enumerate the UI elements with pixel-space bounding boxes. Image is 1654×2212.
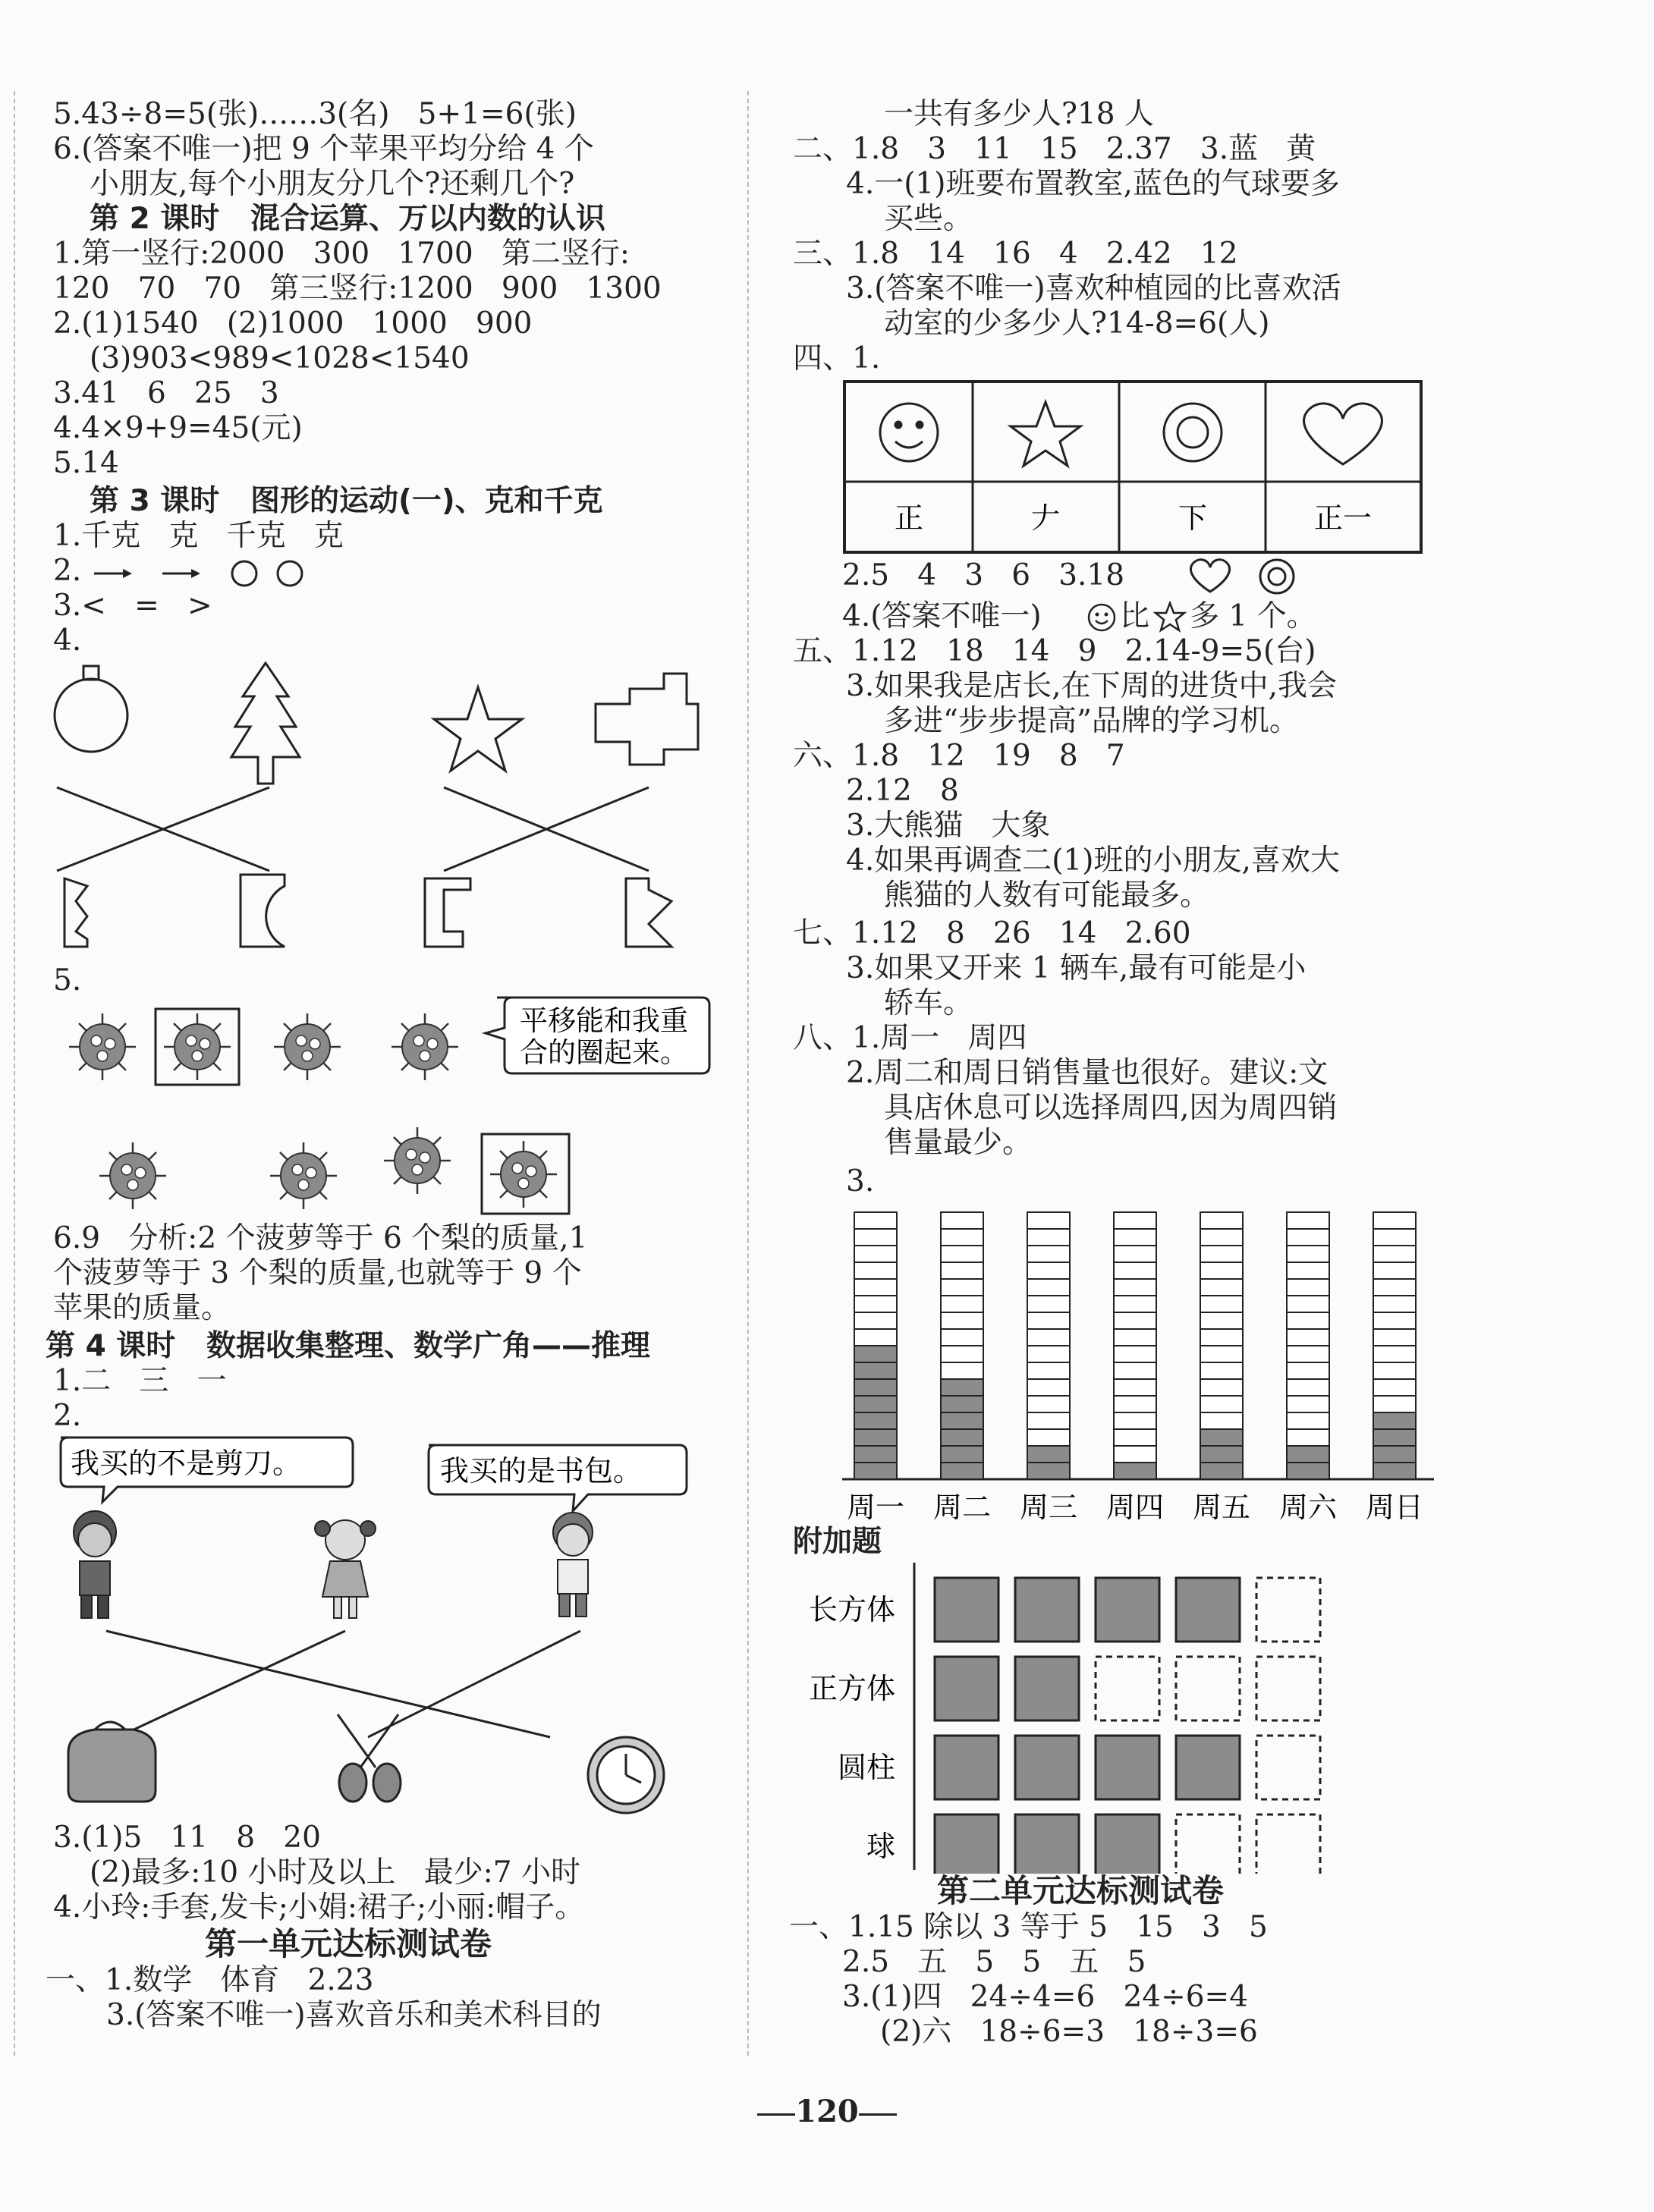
bar-cell-empty	[1373, 1346, 1416, 1362]
text-line: 多 1 个。	[1190, 599, 1316, 633]
grid-cell-filled	[1176, 1578, 1240, 1642]
bar-cell-empty	[1114, 1279, 1156, 1296]
text-line: 2.周二和周日销售量也很好。建议:文	[846, 1056, 1329, 1090]
tally-mark: 𠂇	[1030, 501, 1061, 535]
row-label: 长方体	[808, 1593, 895, 1626]
text-line: 2.(1)1540 (2)1000 1000 900	[53, 306, 533, 341]
bar-cell-filled	[1373, 1446, 1416, 1463]
text-line: 轿车。	[884, 986, 973, 1020]
bar-cell-filled	[854, 1463, 897, 1479]
grid-cell-filled	[1096, 1578, 1159, 1642]
text-line: 五、1.12 18 14 9 2.14-9=5(台)	[793, 634, 1316, 668]
text-line: 2.	[53, 1399, 82, 1433]
germ-icon	[270, 1142, 337, 1209]
text-line: 4.(答案不唯一)	[842, 599, 1042, 633]
bar-cell-empty	[1200, 1262, 1243, 1279]
bar-cell-empty	[1287, 1329, 1329, 1346]
smiley-icon	[880, 404, 938, 461]
x-tick-label: 周六	[1278, 1491, 1338, 1524]
row-label: 正方体	[808, 1672, 895, 1705]
text-line: 3.如果又开来 1 辆车,最有可能是小	[846, 951, 1307, 985]
bar-cell-filled	[941, 1446, 983, 1463]
text-line: 一、1.数学 体育 2.23	[46, 1963, 374, 1997]
boy-avatar	[74, 1511, 116, 1618]
grid-cell-filled	[1015, 1736, 1079, 1799]
bar-cell-empty	[1027, 1429, 1070, 1446]
bar-cell-empty	[854, 1262, 897, 1279]
bar-cell-empty	[1287, 1379, 1329, 1396]
bar-cell-empty	[1027, 1396, 1070, 1412]
bar-cell-empty	[1114, 1329, 1156, 1346]
girl-avatar	[315, 1520, 376, 1618]
grid-cell-filled	[935, 1736, 998, 1799]
bar-周二	[941, 1212, 983, 1479]
bar-cell-empty	[1200, 1212, 1243, 1229]
grid-cell-empty	[1176, 1815, 1240, 1874]
bar-cell-filled	[941, 1463, 983, 1479]
bar-周六	[1287, 1212, 1329, 1479]
text-line: 6.(答案不唯一)把 9 个苹果平均分给 4 个	[53, 132, 594, 166]
germ-icon	[69, 1013, 136, 1080]
page-number	[728, 2094, 926, 2129]
bar-cell-empty	[1114, 1262, 1156, 1279]
bar-cell-filled	[1287, 1463, 1329, 1479]
bar-cell-empty	[1287, 1262, 1329, 1279]
bar-cell-filled	[854, 1429, 897, 1446]
bar-cell-filled	[854, 1379, 897, 1396]
section-heading: 第 2 课时 混合运算、万以内数的认识	[90, 202, 606, 236]
bar-cell-empty	[1287, 1212, 1329, 1229]
bar-cell-empty	[1200, 1312, 1243, 1329]
unit-test-title: 第一单元达标测试卷	[205, 1925, 492, 1962]
bar-cell-empty	[1114, 1412, 1156, 1429]
bar-cell-filled	[854, 1346, 897, 1362]
bar-cell-empty	[1287, 1346, 1329, 1362]
x-tick-label: 周一	[846, 1491, 905, 1524]
text-line: 六、1.8 12 19 8 7	[793, 739, 1125, 773]
bar-cell-empty	[1114, 1379, 1156, 1396]
text-line: 2.12 8	[846, 774, 959, 808]
answer-icons	[1187, 555, 1309, 598]
text-line: 2.5 五 5 5 五 5	[842, 1945, 1146, 1979]
text-line: 个菠萝等于 3 个梨的质量,也就等于 9 个	[53, 1256, 582, 1290]
bar-cell-filled	[1287, 1446, 1329, 1463]
bar-cell-empty	[1114, 1446, 1156, 1463]
bar-cell-empty	[1373, 1329, 1416, 1346]
bar-cell-empty	[1287, 1246, 1329, 1262]
bar-cell-empty	[854, 1229, 897, 1246]
bar-cell-filled	[1200, 1429, 1243, 1446]
text-line: 4.一(1)班要布置教室,蓝色的气球要多	[846, 167, 1340, 201]
tally-table	[842, 379, 1426, 558]
grid-cell-filled	[935, 1657, 998, 1720]
boy-avatar	[553, 1513, 593, 1617]
bar-cell-empty	[854, 1279, 897, 1296]
bar-cell-empty	[1114, 1362, 1156, 1379]
bar-cell-empty	[1287, 1412, 1329, 1429]
text-line: (2)最多:10 小时及以上 最少:7 小时	[90, 1855, 580, 1890]
section-heading: 第 3 课时 图形的运动(一)、克和千克	[90, 484, 603, 518]
bar-cell-empty	[1373, 1312, 1416, 1329]
star-icon	[1153, 601, 1187, 634]
column-divider	[747, 91, 749, 2056]
text-line: 3.如果我是店长,在下周的进货中,我会	[846, 669, 1338, 703]
bar-cell-empty	[1287, 1362, 1329, 1379]
bar-cell-empty	[1027, 1346, 1070, 1362]
bubble-line: 合的圈起来。	[520, 1036, 688, 1069]
bubble-line: 平移能和我重	[520, 1004, 688, 1037]
tally-mark: 下	[1178, 501, 1208, 535]
bar-cell-empty	[1114, 1246, 1156, 1262]
text-line: 4.如果再调查二(1)班的小朋友,喜欢大	[846, 844, 1340, 878]
x-tick-label: 周四	[1105, 1491, 1165, 1524]
text-line: 4.	[53, 624, 82, 658]
grid-cell-empty	[1256, 1657, 1320, 1720]
text-line: 苹果的质量。	[53, 1291, 231, 1325]
grid-cell-filled	[1015, 1815, 1079, 1874]
bar-cell-empty	[1114, 1212, 1156, 1229]
bar-cell-empty	[1287, 1396, 1329, 1412]
text-line: 4.小玲:手套,发卡;小娟:裙子;小丽:帽子。	[53, 1890, 585, 1925]
speech-text: 我买的不是剪刀。	[71, 1447, 302, 1480]
star-shape	[434, 687, 522, 771]
x-tick-label: 周日	[1365, 1491, 1424, 1524]
bar-cell-empty	[1027, 1229, 1070, 1246]
direction-symbols	[91, 555, 319, 590]
bar-cell-empty	[1027, 1246, 1070, 1262]
symmetry-matching-figure	[49, 658, 732, 962]
bar-cell-empty	[941, 1362, 983, 1379]
bar-cell-empty	[941, 1329, 983, 1346]
text-line: 3.(答案不唯一)喜欢音乐和美术科目的	[106, 1998, 602, 2032]
bar-cell-empty	[1200, 1412, 1243, 1429]
bar-cell-empty	[1027, 1262, 1070, 1279]
text-line: 3.41 6 25 3	[53, 376, 279, 410]
grid-cell-empty	[1256, 1736, 1320, 1799]
text-line: 3.	[846, 1164, 875, 1199]
bar-cell-empty	[1373, 1262, 1416, 1279]
clock-icon	[588, 1737, 664, 1813]
tally-mark: 正一	[1313, 501, 1373, 535]
text-line: 1.千克 克 千克 克	[53, 519, 344, 553]
tally-mark: 正	[894, 501, 924, 535]
text-line: 小朋友,每个小朋友分几个?还剩几个?	[90, 167, 575, 201]
x-tick-label: 周五	[1192, 1491, 1251, 1524]
bar-cell-filled	[1200, 1446, 1243, 1463]
bar-cell-empty	[1114, 1396, 1156, 1412]
bar-cell-empty	[1027, 1379, 1070, 1396]
bar-周五	[1200, 1212, 1243, 1479]
text-line: 三、1.8 14 16 4 2.42 12	[793, 237, 1238, 271]
target-icon	[1164, 404, 1222, 461]
bar-cell-empty	[1200, 1379, 1243, 1396]
half-shapes	[64, 875, 671, 947]
bar-cell-empty	[1027, 1296, 1070, 1312]
bar-cell-filled	[1114, 1463, 1156, 1479]
bar-周三	[1027, 1212, 1070, 1479]
bar-cell-empty	[1114, 1296, 1156, 1312]
cross-shape	[596, 674, 698, 765]
matching-lines	[57, 787, 649, 871]
grid-cell-filled	[1176, 1736, 1240, 1799]
text-line: 熊猫的人数有可能最多。	[884, 878, 1210, 913]
bar-cell-empty	[1200, 1246, 1243, 1262]
unit-test-title: 第二单元达标测试卷	[937, 1872, 1225, 1909]
text-line: 多进“步步提高”品牌的学习机。	[884, 704, 1299, 738]
target-icon	[1260, 560, 1294, 593]
bar-cell-filled	[854, 1396, 897, 1412]
bar-cell-empty	[1373, 1396, 1416, 1412]
bar-cell-empty	[1373, 1246, 1416, 1262]
row-label: 球	[866, 1830, 895, 1863]
grid-cell-empty	[1256, 1815, 1320, 1874]
bar-cell-empty	[1027, 1412, 1070, 1429]
bar-cell-filled	[1027, 1463, 1070, 1479]
text-line: 5.43÷8=5(张)……3(名) 5+1=6(张)	[53, 97, 577, 131]
bar-cell-empty	[1200, 1329, 1243, 1346]
scissors-icon	[338, 1714, 401, 1802]
germ-icon	[391, 1013, 458, 1080]
ornament-shape	[55, 666, 127, 752]
bar-周日	[1373, 1212, 1416, 1479]
bar-cell-empty	[1373, 1212, 1416, 1229]
bar-cell-empty	[1200, 1396, 1243, 1412]
text-line: 1.二 三 一	[53, 1364, 227, 1398]
bar-cell-empty	[941, 1346, 983, 1362]
text-line: 5.	[53, 963, 82, 998]
bar-cell-empty	[1200, 1279, 1243, 1296]
grid-cell-filled	[1096, 1736, 1159, 1799]
bar-cell-empty	[1114, 1229, 1156, 1246]
sales-bar-chart	[835, 1191, 1442, 1532]
germ-icon	[99, 1142, 166, 1209]
bar-cell-empty	[1200, 1229, 1243, 1246]
bar-cell-empty	[941, 1312, 983, 1329]
bar-cell-empty	[854, 1312, 897, 1329]
section-heading: 第 4 课时 数据收集整理、数学广角——推理	[46, 1329, 651, 1363]
text-line: 2.5 4 3 6 3.18	[842, 558, 1125, 592]
text-line: (2)六 18÷6=3 18÷3=6	[880, 2015, 1258, 2049]
extra-question-grid	[789, 1555, 1366, 1874]
smiley-icon	[1086, 602, 1117, 633]
bar-cell-empty	[1287, 1429, 1329, 1446]
bar-cell-empty	[941, 1262, 983, 1279]
text-line: 3.< = >	[53, 589, 212, 623]
germ-icon	[490, 1141, 557, 1208]
grid-cell-empty	[1256, 1578, 1320, 1642]
bar-cell-filled	[941, 1429, 983, 1446]
text-line: 二、1.8 3 11 15 2.37 3.蓝 黄	[793, 132, 1316, 166]
bar-cell-empty	[941, 1279, 983, 1296]
bar-cell-empty	[1114, 1346, 1156, 1362]
speech-text: 我买的是书包。	[440, 1454, 643, 1488]
reasoning-figure	[49, 1426, 732, 1821]
text-line: 比	[1120, 599, 1150, 633]
grid-cell-empty	[1096, 1657, 1159, 1720]
star-icon	[1011, 402, 1080, 466]
bar-cell-filled	[941, 1379, 983, 1396]
left-margin-rule	[14, 91, 15, 2056]
bar-cell-empty	[1027, 1329, 1070, 1346]
text-line: 四、1.	[793, 341, 881, 375]
text-line: 一、1.15 除以 3 等于 5 15 3 5	[789, 1910, 1268, 1944]
bar-cell-empty	[1287, 1296, 1329, 1312]
row-label: 圆柱	[837, 1751, 895, 1784]
page-number-text: 120	[795, 2094, 859, 2129]
bar-cell-empty	[1373, 1229, 1416, 1246]
bar-cell-empty	[854, 1329, 897, 1346]
schoolbag-icon	[68, 1722, 156, 1802]
bar-cell-empty	[854, 1246, 897, 1262]
bar-cell-empty	[1027, 1362, 1070, 1379]
text-line: 3.(1)5 11 8 20	[53, 1821, 321, 1855]
text-line: 动室的少多少人?14-8=6(人)	[884, 306, 1270, 341]
bar-周四	[1114, 1212, 1156, 1479]
heart-icon	[1190, 560, 1229, 592]
bar-cell-empty	[941, 1246, 983, 1262]
bar-cell-empty	[1200, 1346, 1243, 1362]
bar-cell-empty	[854, 1296, 897, 1312]
bar-cell-filled	[1027, 1446, 1070, 1463]
grid-cell-filled	[935, 1578, 998, 1642]
text-line: 5.14	[53, 446, 119, 480]
text-line: (3)903<989<1028<1540	[90, 341, 470, 375]
bar-cell-empty	[1373, 1379, 1416, 1396]
bar-cell-empty	[1287, 1229, 1329, 1246]
germ-icon	[384, 1127, 451, 1194]
translation-figure	[49, 986, 732, 1236]
grid-cell-filled	[935, 1815, 998, 1874]
grid-cell-empty	[1176, 1657, 1240, 1720]
text-line: 3.(1)四 24÷4=6 24÷6=4	[842, 1980, 1249, 2014]
bar-cell-empty	[1373, 1296, 1416, 1312]
x-tick-label: 周三	[1019, 1491, 1078, 1524]
bar-cell-filled	[1373, 1463, 1416, 1479]
text-line: 3.(答案不唯一)喜欢种植园的比喜欢活	[846, 272, 1341, 306]
text-line: 一共有多少人?18 人	[884, 97, 1154, 131]
grid-cell-filled	[1096, 1815, 1159, 1874]
germ-icon	[274, 1013, 341, 1080]
bar-cell-filled	[1200, 1463, 1243, 1479]
bar-cell-empty	[941, 1212, 983, 1229]
bar-周一	[854, 1212, 897, 1479]
bar-cell-filled	[854, 1412, 897, 1429]
text-line: 售量最少。	[884, 1126, 1033, 1160]
bar-cell-empty	[1114, 1312, 1156, 1329]
bar-cell-empty	[1200, 1362, 1243, 1379]
germ-icon	[164, 1013, 231, 1080]
bar-cell-filled	[941, 1396, 983, 1412]
bar-cell-empty	[941, 1296, 983, 1312]
bar-cell-filled	[854, 1446, 897, 1463]
text-line: 6.9 分析:2 个菠萝等于 6 个梨的质量,1	[53, 1221, 588, 1255]
grid-cell-filled	[1015, 1657, 1079, 1720]
bar-cell-empty	[1287, 1279, 1329, 1296]
bar-cell-empty	[1027, 1212, 1070, 1229]
text-line: 4.4×9+9=45(元)	[53, 411, 303, 445]
bar-cell-filled	[854, 1362, 897, 1379]
text-line: 七、1.12 8 26 14 2.60	[793, 916, 1191, 950]
text-line: 2.	[53, 554, 82, 588]
x-tick-label: 周二	[932, 1491, 992, 1524]
bar-cell-empty	[1027, 1312, 1070, 1329]
bar-cell-empty	[1287, 1312, 1329, 1329]
bar-cell-filled	[1373, 1412, 1416, 1429]
text-line: 具店休息可以选择周四,因为周四销	[884, 1091, 1338, 1125]
text-line: 3.大熊猫 大象	[846, 809, 1051, 843]
bar-cell-filled	[941, 1412, 983, 1429]
text-line: 120 70 70 第三竖行:1200 900 1300	[53, 272, 662, 306]
extra-title: 附加题	[793, 1525, 882, 1559]
bar-cell-filled	[1373, 1429, 1416, 1446]
bar-cell-empty	[1200, 1296, 1243, 1312]
bar-cell-empty	[1114, 1429, 1156, 1446]
bar-cell-empty	[854, 1212, 897, 1229]
heart-icon	[1304, 404, 1382, 464]
grid-cell-filled	[1015, 1578, 1079, 1642]
text-line: 买些。	[884, 202, 973, 236]
tree-shape	[231, 663, 300, 784]
bar-cell-empty	[1373, 1362, 1416, 1379]
text-line: 1.第一竖行:2000 300 1700 第二竖行:	[53, 237, 630, 271]
bar-cell-empty	[941, 1229, 983, 1246]
text-line: 八、1.周一 周四	[793, 1021, 1027, 1055]
bar-cell-empty	[1027, 1279, 1070, 1296]
bar-cell-empty	[1373, 1279, 1416, 1296]
